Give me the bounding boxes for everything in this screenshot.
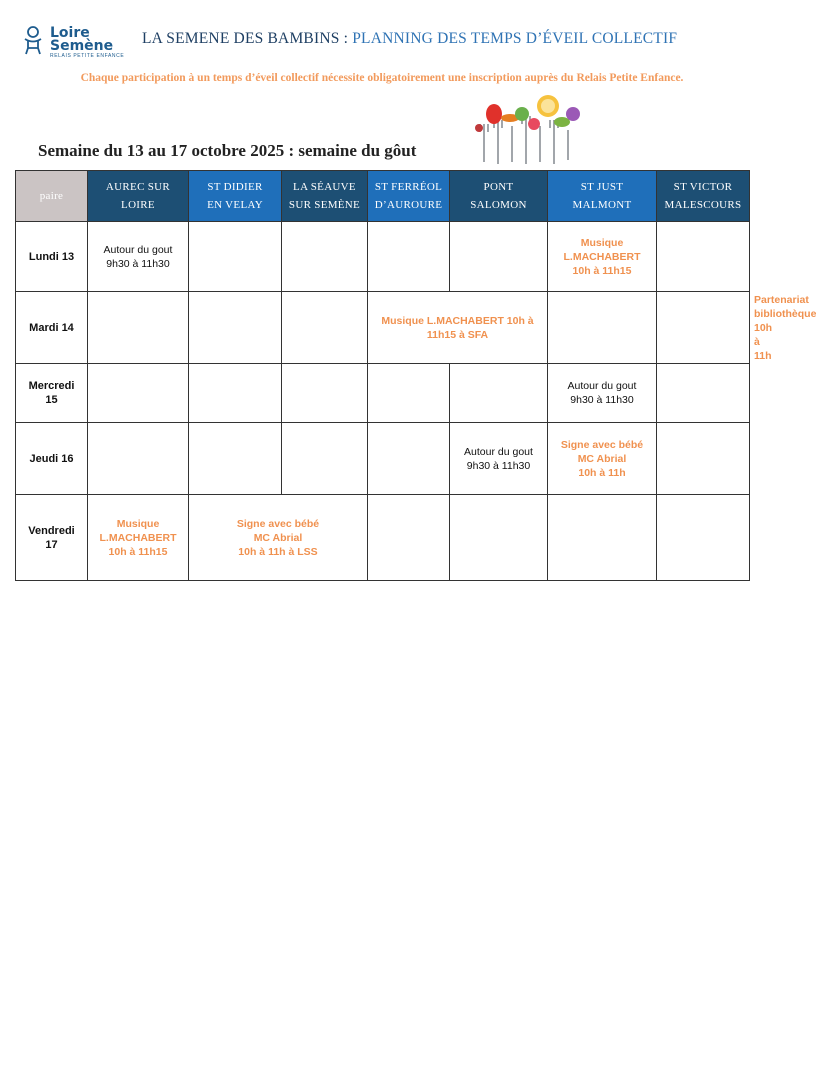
day-line2: 17 bbox=[45, 538, 58, 551]
col-label-line2: MALESCOURS bbox=[664, 199, 742, 211]
empty-cell bbox=[282, 423, 368, 495]
event-line: 9h30 à 11h30 bbox=[570, 394, 634, 406]
event-cell bbox=[450, 423, 548, 495]
day-line1: Jeudi 16 bbox=[29, 452, 74, 465]
vegetable-forks-illustration bbox=[470, 94, 584, 166]
event-line: Musique L.MACHABERT 10h à bbox=[381, 314, 534, 327]
corner-header: paire bbox=[16, 171, 88, 222]
event-cell bbox=[548, 364, 657, 423]
event-line: Autour du gout bbox=[567, 380, 637, 392]
empty-cell bbox=[450, 495, 548, 581]
day-line1: Lundi 13 bbox=[28, 250, 75, 263]
event-line: 9h30 à 11h30 bbox=[106, 257, 170, 270]
logo-tagline: RELAIS PETITE ENFANCE bbox=[50, 53, 125, 59]
day-line1: Mardi 14 bbox=[29, 321, 74, 334]
page-title bbox=[142, 30, 677, 48]
table-row bbox=[16, 292, 750, 364]
title-part1: LA SEMENE DES BAMBINS : bbox=[142, 30, 353, 47]
col-st-just-malmont bbox=[548, 171, 657, 222]
logo-line2: Semène bbox=[50, 38, 114, 54]
col-label-line1: ST JUST bbox=[580, 181, 624, 193]
empty-cell bbox=[282, 364, 368, 423]
event-line: 10h à 11h bbox=[578, 466, 626, 479]
day-line1: Mercredi bbox=[28, 380, 75, 392]
event-line: Partenariat bbox=[754, 293, 809, 306]
event-cell bbox=[548, 222, 657, 292]
planning-table bbox=[15, 170, 816, 581]
col-label-line1: LA SÉAUVE bbox=[293, 181, 356, 193]
empty-cell bbox=[189, 423, 282, 495]
day-label bbox=[16, 423, 88, 495]
empty-cell bbox=[368, 423, 450, 495]
empty-cell bbox=[657, 423, 750, 495]
empty-cell bbox=[189, 364, 282, 423]
col-label-line1: AUREC SUR bbox=[105, 181, 171, 193]
event-line: Signe avec bébé bbox=[236, 517, 320, 530]
event-line: L.MACHABERT bbox=[563, 250, 641, 263]
empty-cell bbox=[282, 292, 368, 364]
event-line: 10h à 11h à LSS bbox=[238, 545, 318, 558]
col-st-victor-malescours bbox=[657, 171, 750, 222]
event-line: MC Abrial bbox=[253, 531, 303, 544]
child-icon bbox=[22, 26, 44, 56]
event-cell bbox=[88, 222, 189, 292]
empty-cell bbox=[450, 222, 548, 292]
table-row bbox=[16, 364, 750, 423]
event-cell bbox=[548, 423, 657, 495]
event-cell bbox=[189, 495, 368, 581]
col-st-ferreol-dauroure bbox=[368, 171, 450, 222]
day-label bbox=[16, 364, 88, 423]
col-label-line2: LOIRE bbox=[121, 199, 155, 211]
table-row bbox=[16, 222, 750, 292]
day-label bbox=[16, 222, 88, 292]
col-pont-salomon bbox=[450, 171, 548, 222]
col-label-line1: ST DIDIER bbox=[207, 181, 263, 193]
col-label-line2: MALMONT bbox=[572, 199, 632, 211]
event-line: 10h à 11h15 bbox=[108, 545, 168, 558]
empty-cell bbox=[450, 364, 548, 423]
empty-cell bbox=[657, 495, 750, 581]
event-line: 11h15 à SFA bbox=[426, 328, 489, 341]
table-row bbox=[16, 495, 750, 581]
registration-notice: Chaque participation à un temps d’éveil collectif nécessite obligatoirement une inscription auprès du Relais Petite Enfance. bbox=[80, 72, 684, 84]
empty-cell bbox=[88, 423, 189, 495]
col-label-line1: PONT bbox=[483, 181, 514, 193]
empty-cell bbox=[282, 222, 368, 292]
event-cell bbox=[88, 495, 189, 581]
col-label-line1: ST FERRÉOL bbox=[374, 181, 443, 193]
empty-cell bbox=[368, 495, 450, 581]
event-line: Musique bbox=[116, 517, 160, 530]
empty-cell bbox=[368, 364, 450, 423]
event-line: bibliothèque bbox=[754, 307, 816, 320]
event-line: 9h30 à 11h30 bbox=[466, 459, 531, 472]
col-aurec-sur-loire bbox=[88, 171, 189, 222]
event-line: Autour du gout bbox=[103, 243, 173, 256]
day-line2: 15 bbox=[45, 394, 58, 406]
empty-cell bbox=[88, 364, 189, 423]
table-row bbox=[16, 423, 750, 495]
day-line1: Vendredi bbox=[28, 524, 75, 537]
col-la-seauve-sur-semene bbox=[282, 171, 368, 222]
event-line: MC Abrial bbox=[577, 452, 627, 465]
event-line: 10h à 11h15 bbox=[572, 264, 632, 277]
empty-cell bbox=[548, 495, 657, 581]
day-label bbox=[16, 495, 88, 581]
col-label-line2: SALOMON bbox=[470, 199, 527, 211]
event-line: 10h à 11h bbox=[754, 321, 773, 362]
empty-cell bbox=[548, 292, 657, 364]
title-part2: PLANNING DES TEMPS D’ÉVEIL COLLECTIF bbox=[352, 30, 678, 47]
empty-cell bbox=[189, 222, 282, 292]
event-line: L.MACHABERT bbox=[99, 531, 177, 544]
table-header-row bbox=[16, 171, 750, 222]
week-heading: Semaine du 13 au 17 octobre 2025 : semaine du gôut bbox=[38, 141, 417, 160]
logo bbox=[22, 26, 134, 58]
empty-cell bbox=[189, 292, 282, 364]
col-label-line2: EN VELAY bbox=[207, 199, 263, 211]
empty-cell bbox=[88, 292, 189, 364]
event-line: Signe avec bébé bbox=[560, 438, 644, 451]
event-line: Autour du gout bbox=[464, 445, 533, 458]
event-cell bbox=[368, 292, 548, 364]
day-label bbox=[16, 292, 88, 364]
empty-cell bbox=[657, 292, 750, 364]
col-label-line2: SUR SEMÈNE bbox=[288, 199, 361, 211]
col-label-line1: ST VICTOR bbox=[673, 181, 733, 193]
logo-line1: Loire bbox=[50, 25, 90, 41]
col-label-line2: D’AUROURE bbox=[374, 199, 443, 211]
empty-cell bbox=[368, 222, 450, 292]
empty-cell bbox=[657, 222, 750, 292]
empty-cell bbox=[657, 364, 750, 423]
col-st-didier-en-velay bbox=[189, 171, 282, 222]
event-line: Musique bbox=[580, 236, 624, 249]
